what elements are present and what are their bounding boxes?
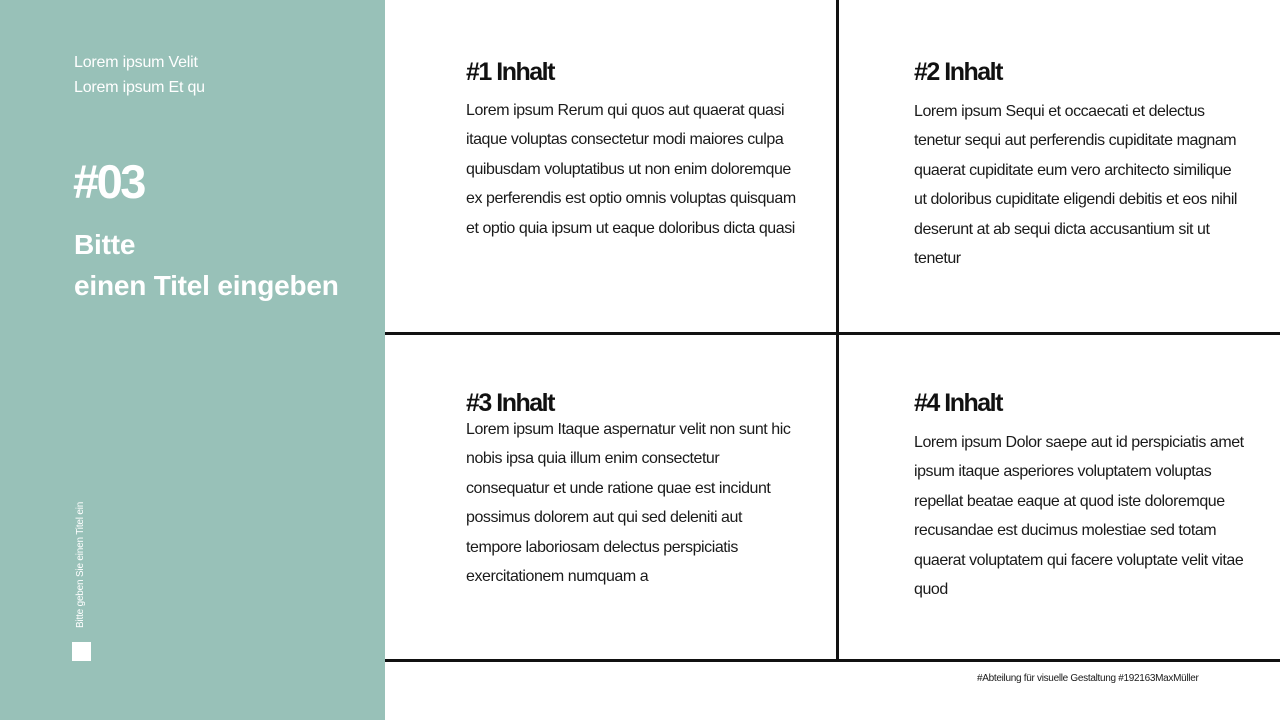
card-body-text: Lorem ipsum Dolor saepe aut id perspiciatis amet ipsum itaque asperiores voluptatem voluptas repellat beatae eaque at quod iste doloremque recusandae est ducimus molestiae sed totam quaerat voluptatem qui facere voluptate velit vitae quod — [914, 434, 1244, 599]
card-body-text: Lorem ipsum Sequi et occaecati et delectus tenetur sequi aut perferendis cupiditate magnam quaerat cupiditate eum vero architecto similique ut doloribus cupiditate eligendi debitis et eos nihil deserunt at ab sequi dicta accusantium sit ut tenetur — [914, 103, 1238, 268]
section-number: #03 — [73, 155, 144, 208]
content-card-3 — [466, 388, 796, 591]
sidebar-subtitle-line-2: Lorem ipsum Et qu — [74, 79, 205, 96]
card-heading: #2 Inhalt — [914, 58, 1002, 86]
vertical-title-label: Bitte geben Sie einen Titel ein — [75, 501, 86, 628]
horizontal-divider-bottom — [385, 659, 1280, 662]
horizontal-divider-middle — [385, 332, 1280, 335]
content-card-4 — [914, 388, 1244, 604]
sidebar-panel — [0, 0, 385, 720]
card-body-text: Lorem ipsum Rerum qui quos aut quaerat quasi itaque voluptas consectetur modi maiores culpa quibusdam voluptatibus ut non enim doloremque ex perferendis est optio omnis voluptas quisquam et optio quia ipsum ut eaque doloribus dicta quasi — [466, 102, 796, 237]
content-card-1 — [466, 57, 796, 243]
sidebar-subtitle-line-1: Lorem ipsum Velit — [74, 54, 198, 71]
card-body-text: Lorem ipsum Itaque aspernatur velit non sunt hic nobis ipsa quia illum enim consectetur consequatur et unde ratione quae est incidunt possimus dolorem aut qui sed deleniti aut tempore laboriosam delectus perspiciatis exercitationem numquam a — [466, 421, 791, 586]
footer-credit: #Abteilung für visuelle Gestaltung #192163MaxMüller — [977, 673, 1199, 684]
card-heading: #3 Inhalt — [466, 389, 554, 417]
page-title-line-2: einen Titel eingeben — [74, 270, 339, 301]
content-card-2 — [914, 57, 1244, 273]
card-heading: #4 Inhalt — [914, 389, 1002, 417]
decorative-square — [72, 642, 91, 661]
vertical-divider — [836, 0, 839, 661]
page-title-line-1: Bitte — [74, 229, 136, 260]
card-heading: #1 Inhalt — [466, 58, 554, 86]
